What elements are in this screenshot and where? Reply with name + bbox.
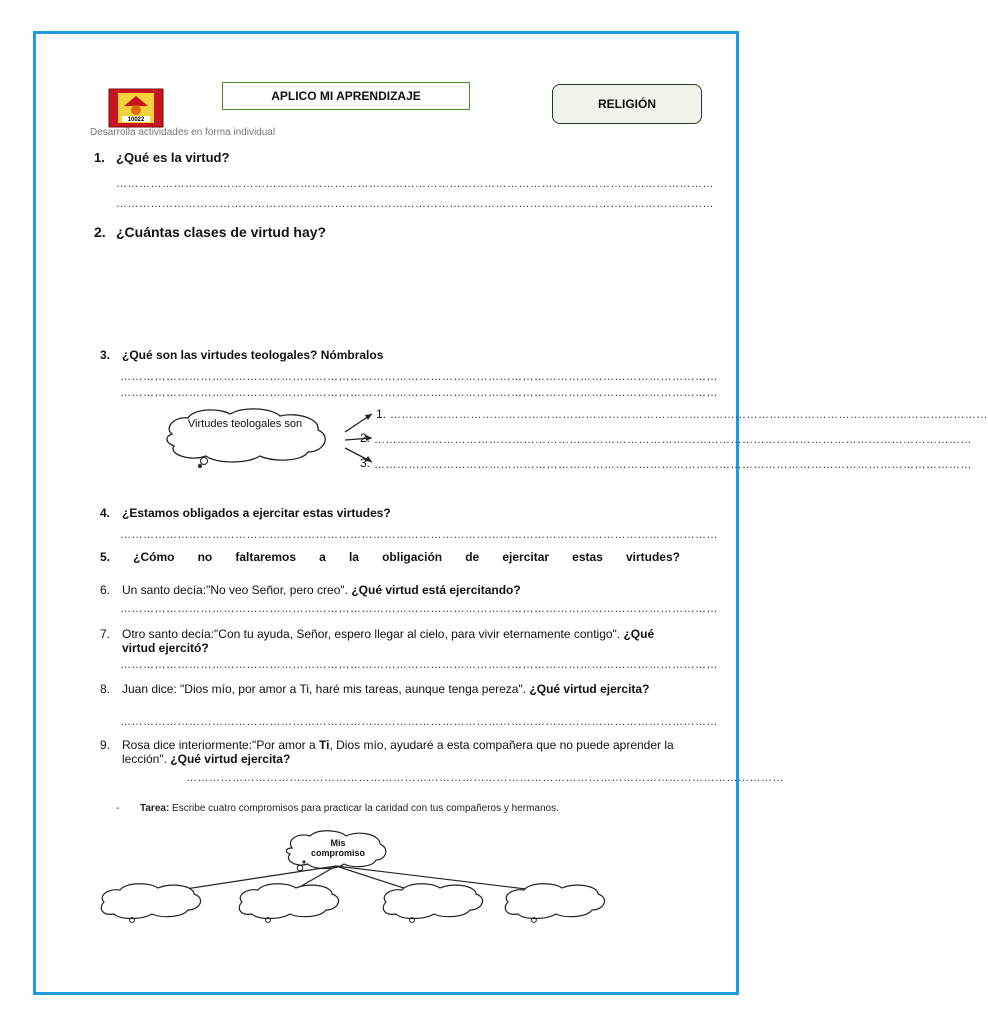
commitment-cloud-3 — [383, 884, 482, 923]
answer-line-1a[interactable]: ………………………………………………………………………………………………………………………………………… — [116, 178, 714, 190]
commitments-diagram — [96, 830, 656, 926]
subject-badge: RELIGIÓN — [552, 84, 702, 124]
commitment-cloud-1 — [101, 884, 200, 923]
answer-line-8[interactable]: ………………………………………………………………………………………………………………………………………… — [120, 716, 718, 728]
school-logo-icon — [108, 88, 164, 128]
task-instruction: - Tarea: Escribe cuatro compromisos para practicar la caridad con tus compañeros y hermanos. — [116, 803, 559, 814]
question-3: 3. ¿Qué son las virtudes teologales? Nómbralos — [100, 348, 384, 362]
answer-line-1b[interactable]: ………………………………………………………………………………………………………………………………………… — [116, 198, 714, 210]
worksheet-title: APLICO MI APRENDIZAJE — [222, 82, 470, 110]
question-6: 6. Un santo decía:"No veo Señor, pero creo". ¿Qué virtud está ejercitando? — [100, 583, 521, 597]
center-cloud-label: Mis compromiso — [310, 838, 365, 858]
question-2: 2. ¿Cuántas clases de virtud hay? — [94, 224, 327, 240]
answer-line-4[interactable]: ………………………………………………………………………………………………………………………………………… — [120, 529, 718, 541]
answer-line-3b[interactable]: ………………………………………………………………………………………………………………………………………… — [120, 387, 718, 399]
svg-text:10022: 10022 — [127, 117, 145, 123]
virtue-item-3: 3. — [360, 456, 371, 470]
virtue-item-1: 1. — [376, 407, 387, 421]
question-1: 1. ¿Qué es la virtud? — [94, 150, 230, 165]
answer-line-7[interactable]: ………………………………………………………………………………………………………………………………………… — [120, 659, 718, 671]
virtue-answer-2[interactable]: ………………………………………………………………………………………………………………………………………… — [374, 434, 972, 446]
question-7: 7. Otro santo decía:"Con tu ayuda, Señor, espero llegar al cielo, para vivir eternamente contigo". ¿Qué virtud ejercitó? — [100, 627, 655, 655]
question-5: 5. ¿Cómo no faltaremos a la obligación de ejercitar estas virtudes? — [100, 550, 680, 564]
thought-cloud-shape — [167, 409, 325, 462]
answer-line-9[interactable]: ………………………………………………………………………………………………………………………………………… — [186, 772, 784, 784]
commitment-cloud-4 — [505, 884, 604, 923]
virtue-answer-3[interactable]: ………………………………………………………………………………………………………………………………………… — [374, 459, 972, 471]
virtue-answer-1[interactable]: ………………………………………………………………………………………………………………………………………… — [390, 409, 988, 421]
question-4: 4. ¿Estamos obligados a ejercitar estas virtudes? — [100, 506, 391, 520]
virtues-cloud-label: Virtudes teologales son — [187, 418, 303, 430]
question-8: 8. Juan dice: "Dios mío, por amor a Ti, haré mis tareas, aunque tenga pereza". ¿Qué virtud ejercita? — [100, 682, 650, 696]
answer-line-3a[interactable]: ………………………………………………………………………………………………………………………………………… — [120, 371, 718, 383]
virtue-item-2: 2. — [360, 431, 371, 445]
scanned-instruction-strip: Desarrolla actividades en forma individual — [90, 127, 276, 138]
commitment-cloud-2 — [239, 884, 338, 923]
answer-line-6[interactable]: ………………………………………………………………………………………………………………………………………… — [120, 603, 718, 615]
question-9: 9. Rosa dice interiormente:"Por amor a Ti, Dios mío, ayudaré a esta compañera que no puede aprender la lección". ¿Qué virtud ejercita? — [100, 738, 674, 766]
